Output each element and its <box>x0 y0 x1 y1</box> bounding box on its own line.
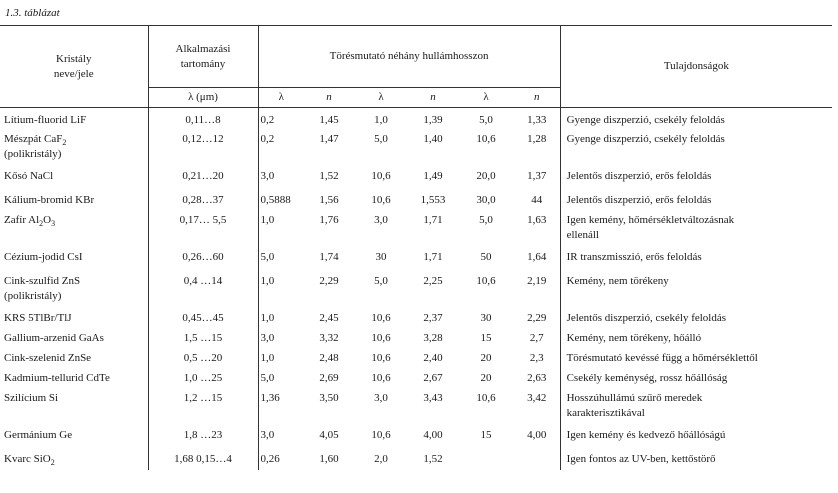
properties <box>560 130 832 167</box>
lambda-2: 1,0 <box>374 114 388 126</box>
n-3 <box>514 450 560 470</box>
properties-line1: Csekély keménység, rossz hőállóság <box>566 371 728 384</box>
refractive-index-table <box>0 25 832 470</box>
lambda-2: 3,0 <box>374 391 388 404</box>
header-refractive-index: Törésmutató néhány hullámhosszon <box>258 26 560 88</box>
header-lambda-3: λ <box>458 88 514 108</box>
n-2: 3,28 <box>423 331 443 344</box>
properties-line1: Törésmutató kevéssé függ a hőmérséklettől <box>566 351 758 364</box>
lambda-2: 5,0 <box>374 274 388 287</box>
properties <box>560 450 832 470</box>
lambda-1: 0,2 <box>258 108 304 130</box>
properties <box>560 108 832 130</box>
crystal-name-text: KRS 5TlBr/TlJ <box>4 311 72 324</box>
properties-line1: Igen kemény és kedvező hőállóságú <box>566 428 726 441</box>
properties-line1: Igen kemény, hőmérsékletváltozásnak <box>566 213 735 226</box>
n-1: 2,45 <box>319 311 339 324</box>
n-2: 2,25 <box>423 274 443 287</box>
crystal-name-text: Kvarc SiO <box>4 452 51 465</box>
header-n-3: n <box>514 88 560 108</box>
lambda-3: 10,6 <box>476 132 496 145</box>
header-crystal-line1: Kristály <box>56 52 92 65</box>
n-3: 2,29 <box>527 311 547 324</box>
n-3: 1,33 <box>527 114 547 126</box>
lambda-2: 5,0 <box>374 132 388 145</box>
properties <box>560 389 832 426</box>
properties-line2: karakterisztikával <box>566 406 645 419</box>
formula-subscript: 2 <box>62 137 67 147</box>
lambda-3: 5,0 <box>479 114 493 126</box>
table-row <box>0 329 832 349</box>
crystal-name <box>0 426 148 450</box>
crystal-name <box>0 211 148 248</box>
crystal-name-line1 <box>4 391 146 406</box>
crystal-name-line1 <box>4 452 146 467</box>
properties <box>560 191 832 211</box>
n-1: 2,48 <box>319 351 339 364</box>
n-1: 3,32 <box>319 331 339 344</box>
properties <box>560 211 832 248</box>
n-1: 1,74 <box>319 250 339 263</box>
n-2: 1,40 <box>423 132 443 145</box>
crystal-name <box>0 329 148 349</box>
properties-line1: IR transzmisszió, erős feloldás <box>566 250 702 263</box>
n-2: 1,71 <box>423 213 443 226</box>
crystal-name-text: Kálium-bromid KBr <box>4 193 95 206</box>
header-n-2: n <box>408 88 458 108</box>
n-1: 2,29 <box>319 274 339 287</box>
properties <box>560 248 832 272</box>
lambda-1: 0,26 <box>258 450 304 470</box>
table-row <box>0 167 832 191</box>
lambda-3: 20 <box>480 351 492 364</box>
crystal-name-line1 <box>4 331 146 346</box>
n-2: 2,40 <box>423 351 443 364</box>
crystal-name <box>0 167 148 191</box>
crystal-name <box>0 309 148 329</box>
crystal-name-text: Germánium Ge <box>4 428 73 441</box>
n-3: 1,64 <box>527 250 547 263</box>
crystal-name <box>0 130 148 167</box>
header-lambda-2: λ <box>354 88 408 108</box>
n-1: 1,47 <box>319 132 339 145</box>
n-3: 44 <box>531 193 543 206</box>
lambda-2: 10,6 <box>371 331 391 344</box>
table-row <box>0 369 832 389</box>
lambda-2: 2,0 <box>374 452 388 465</box>
application-range: 0,11…8 <box>148 108 258 130</box>
lambda-3: 30,0 <box>476 193 496 206</box>
crystal-name-line1 <box>4 428 146 443</box>
n-2: 3,43 <box>423 391 443 404</box>
lambda-1: 5,0 <box>258 369 304 389</box>
lambda-2: 30 <box>375 250 387 263</box>
crystal-name <box>0 248 148 272</box>
crystal-name-line1 <box>4 250 146 265</box>
table-row <box>0 108 832 130</box>
lambda-2: 10,6 <box>371 311 391 324</box>
n-3: 2,3 <box>529 351 544 364</box>
properties-line1: Gyenge diszperzió, csekély feloldás <box>566 114 725 126</box>
properties <box>560 329 832 349</box>
n-3: 1,63 <box>527 213 547 226</box>
table-row <box>0 309 832 329</box>
crystal-name <box>0 450 148 470</box>
lambda-2: 10,6 <box>371 351 391 364</box>
application-range: 0,28…37 <box>148 191 258 211</box>
crystal-name <box>0 389 148 426</box>
formula-subscript: 2 <box>39 218 44 228</box>
header-range-line2: tartomány <box>180 57 226 70</box>
application-range: 1,5 …15 <box>148 329 258 349</box>
lambda-1: 1,0 <box>258 272 304 309</box>
properties <box>560 369 832 389</box>
header-crystal-line2: neve/jele <box>53 67 94 80</box>
crystal-name-text: Kadmium-tellurid CdTe <box>4 371 110 384</box>
application-range: 0,45…45 <box>148 309 258 329</box>
crystal-name-line1 <box>4 311 146 326</box>
lambda-3 <box>458 450 514 470</box>
lambda-1: 5,0 <box>258 248 304 272</box>
crystal-name-line1 <box>4 274 146 289</box>
crystal-name-line2: (polikristály) <box>4 147 62 160</box>
properties-line1: Igen fontos az UV-ben, kettőstörő <box>566 452 716 465</box>
properties-line1: Kemény, nem törékeny, hőálló <box>566 331 702 344</box>
table-row <box>0 130 832 167</box>
header-crystal <box>0 26 148 108</box>
n-2: 1,52 <box>423 452 443 465</box>
n-3: 1,28 <box>527 132 547 145</box>
n-1: 1,52 <box>319 169 339 182</box>
n-3: 2,19 <box>527 274 547 287</box>
application-range: 0,4 …14 <box>148 272 258 309</box>
n-2: 1,49 <box>423 169 443 182</box>
properties <box>560 272 832 309</box>
lambda-1: 3,0 <box>258 167 304 191</box>
crystal-name-line1 <box>4 371 146 386</box>
n-3: 1,37 <box>527 169 547 182</box>
n-1: 2,69 <box>319 371 339 384</box>
lambda-1: 0,2 <box>258 130 304 167</box>
table-row <box>0 389 832 426</box>
lambda-3: 15 <box>480 331 492 344</box>
application-range: 1,68 0,15…4 <box>148 450 258 470</box>
n-2: 1,553 <box>420 193 446 206</box>
lambda-3: 15 <box>480 428 492 441</box>
header-range-line1: Alkalmazási <box>175 42 231 55</box>
table-row <box>0 450 832 470</box>
properties <box>560 167 832 191</box>
crystal-name <box>0 108 148 130</box>
table-row <box>0 191 832 211</box>
properties <box>560 426 832 450</box>
application-range: 0,5 …20 <box>148 349 258 369</box>
crystal-name-text: Cink-szulfid ZnS <box>4 274 81 287</box>
application-range: 1,0 …25 <box>148 369 258 389</box>
n-1: 1,56 <box>319 193 339 206</box>
n-2: 1,71 <box>423 250 443 263</box>
properties-line1: Jelentős diszperzió, erős feloldás <box>566 193 712 206</box>
n-3: 2,7 <box>529 331 544 344</box>
lambda-3: 30 <box>480 311 492 324</box>
n-1: 3,50 <box>319 391 339 404</box>
crystal-name-text: Lítium-fluorid LiF <box>4 114 87 126</box>
properties <box>560 349 832 369</box>
application-range: 0,17… 5,5 <box>148 211 258 248</box>
crystal-name <box>0 191 148 211</box>
lambda-3: 20 <box>480 371 492 384</box>
table-row <box>0 426 832 450</box>
crystal-name <box>0 272 148 309</box>
lambda-1: 1,36 <box>258 389 304 426</box>
n-1: 1,60 <box>319 452 339 465</box>
table-caption: 1.3. táblázat <box>5 7 60 19</box>
lambda-2: 10,6 <box>371 169 391 182</box>
crystal-name-text: Szilícium Si <box>4 391 59 404</box>
n-3: 4,00 <box>527 428 547 441</box>
properties-line1: Kemény, nem törékeny <box>566 274 669 287</box>
crystal-name-line1 <box>4 193 146 208</box>
lambda-3: 50 <box>480 250 492 263</box>
header-properties: Tulajdonságok <box>560 26 832 108</box>
lambda-2: 10,6 <box>371 371 391 384</box>
header-range-unit: λ (μm) <box>148 88 258 108</box>
lambda-3: 5,0 <box>479 213 493 226</box>
crystal-name-text: Cink-szelenid ZnSe <box>4 351 92 364</box>
crystal-name-line1 <box>4 213 146 228</box>
lambda-3: 20,0 <box>476 169 496 182</box>
table-row <box>0 248 832 272</box>
properties-line1: Jelentős diszperzió, csekély feloldás <box>566 311 727 324</box>
crystal-name <box>0 349 148 369</box>
lambda-2: 3,0 <box>374 213 388 226</box>
application-range: 1,2 …15 <box>148 389 258 426</box>
table-row <box>0 272 832 309</box>
crystal-name-line1 <box>4 351 146 366</box>
properties-line1: Gyenge diszperzió, csekély feloldás <box>566 132 725 145</box>
crystal-name <box>0 369 148 389</box>
crystal-name-line1 <box>4 132 146 147</box>
properties <box>560 309 832 329</box>
properties-line1: Hosszúhullámú szűrő meredek <box>566 391 703 404</box>
header-lambda-1: λ <box>258 88 304 108</box>
lambda-1: 0,5888 <box>258 191 304 211</box>
lambda-3: 10,6 <box>476 274 496 287</box>
lambda-2: 10,6 <box>371 193 391 206</box>
application-range: 1,8 …23 <box>148 426 258 450</box>
properties-line2: ellenáll <box>566 228 599 241</box>
crystal-name-text: Mészpát CaF <box>4 132 63 145</box>
application-range: 0,21…20 <box>148 167 258 191</box>
lambda-1: 1,0 <box>258 349 304 369</box>
n-2: 1,39 <box>423 114 443 126</box>
n-3: 2,63 <box>527 371 547 384</box>
n-2: 2,67 <box>423 371 443 384</box>
n-1: 1,76 <box>319 213 339 226</box>
crystal-name-line2: (polikristály) <box>4 289 62 302</box>
lambda-1: 1,0 <box>258 309 304 329</box>
crystal-name-text: Zafír Al <box>4 213 40 226</box>
table-row <box>0 211 832 248</box>
crystal-name-text: O <box>43 213 52 226</box>
crystal-name-text: Gallium-arzenid GaAs <box>4 331 104 344</box>
lambda-1: 3,0 <box>258 426 304 450</box>
n-1: 1,45 <box>319 114 339 126</box>
lambda-1: 3,0 <box>258 329 304 349</box>
formula-subscript: 2 <box>50 457 55 467</box>
n-3: 3,42 <box>527 391 547 404</box>
table-row <box>0 349 832 369</box>
lambda-1: 1,0 <box>258 211 304 248</box>
application-range: 0,26…60 <box>148 248 258 272</box>
crystal-name-line1 <box>4 169 146 184</box>
crystal-name-line1 <box>4 113 146 128</box>
properties-line1: Jelentős diszperzió, erős feloldás <box>566 169 712 182</box>
crystal-name-text: Kősó NaCl <box>4 169 54 182</box>
header-range <box>148 26 258 88</box>
crystal-name-text: Cézium-jodid CsI <box>4 250 83 263</box>
header-n-1: n <box>304 88 354 108</box>
lambda-3: 10,6 <box>476 391 496 404</box>
application-range: 0,12…12 <box>148 130 258 167</box>
lambda-2: 10,6 <box>371 428 391 441</box>
n-2: 4,00 <box>423 428 443 441</box>
formula-subscript: 3 <box>51 218 56 228</box>
n-2: 2,37 <box>423 311 443 324</box>
n-1: 4,05 <box>319 428 339 441</box>
